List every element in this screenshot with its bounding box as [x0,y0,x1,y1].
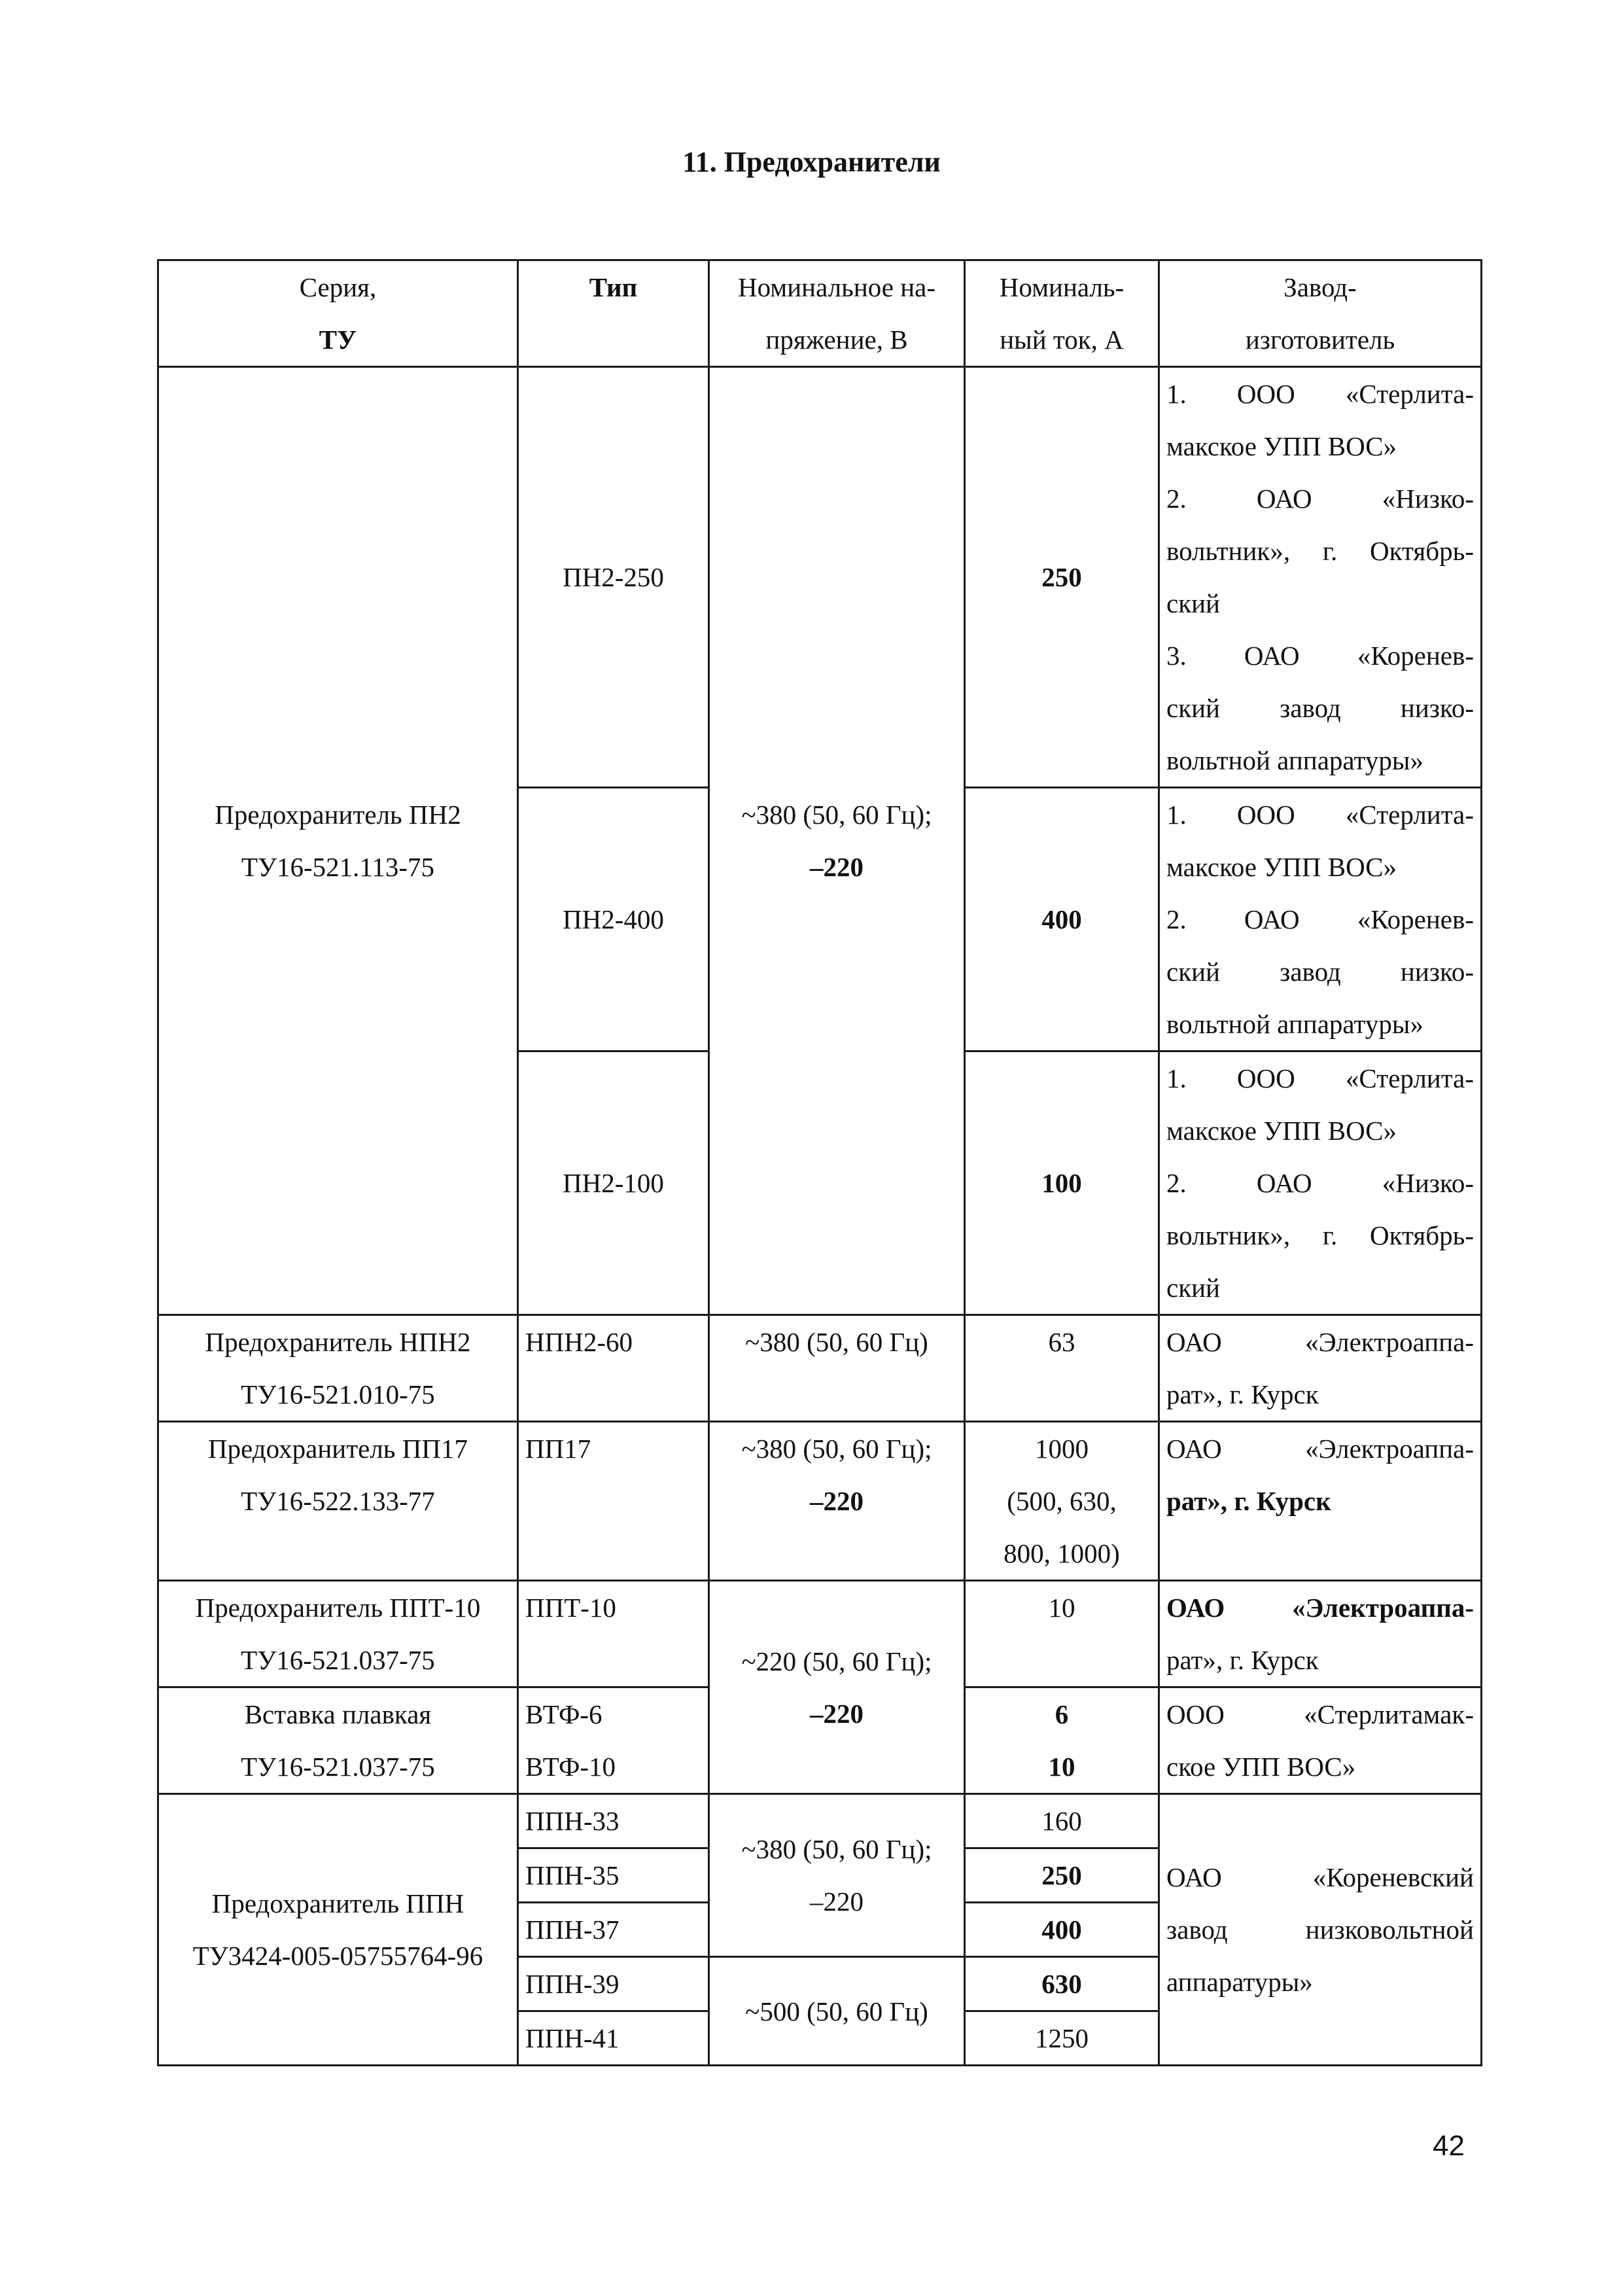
current-npn2: 63 [965,1315,1159,1422]
maker-pp17: ОАО «Электроаппа- рат», г. Курск [1159,1422,1482,1581]
current-ppn-37: 400 [965,1903,1159,1957]
series-pn2: Предохранитель ПН2 ТУ16-521.113-75 [158,367,518,1315]
type-pp17: ПП17 [518,1422,709,1581]
maker-pn2-250: 1. ООО «Стерлита- макское УПП ВОС» 2. ОАО «Низко- вольтник», г. Октябрь- ский 3. ОАО «Коренев- ский завод низко- вольтной аппаратуры» [1159,367,1482,788]
header-maker: Завод- изготовитель [1159,260,1482,367]
voltage-npn2: ~380 (50, 60 Гц) [709,1315,965,1422]
series-vtf: Вставка плавкая ТУ16-521.037-75 [158,1687,518,1794]
voltage-pn2: ~380 (50, 60 Гц); –220 [709,367,965,1315]
series-pp17: Предохранитель ПП17 ТУ16-522.133-77 [158,1422,518,1581]
series-ppn: Предохранитель ППН ТУ3424-005-05755764-96 [158,1794,518,2066]
table-row-pn2-250 [158,367,1482,788]
current-pn2-400: 400 [965,788,1159,1051]
fuses-table [157,259,1482,2066]
table-header-row [158,260,1482,367]
header-current: Номиналь- ный ток, А [965,260,1159,367]
current-vtf: 6 10 [965,1687,1159,1794]
table-row-npn2 [158,1315,1482,1422]
series-ppt10: Предохранитель ППТ-10 ТУ16-521.037-75 [158,1581,518,1687]
header-series: Серия, ТУ [158,260,518,367]
current-ppn-41: 1250 [965,2011,1159,2066]
table-row-pp17 [158,1422,1482,1581]
current-pn2-100: 100 [965,1051,1159,1315]
current-pn2-250: 250 [965,367,1159,788]
current-pp17: 1000 (500, 630, 800, 1000) [965,1422,1159,1581]
type-ppt10: ППТ-10 [518,1581,709,1687]
maker-pn2-400: 1. ООО «Стерлита- макское УПП ВОС» 2. ОАО «Коренев- ский завод низко- вольтной аппаратуры» [1159,788,1482,1051]
table-row-ppn-33 [158,1794,1482,1848]
header-type: Тип [518,260,709,367]
maker-vtf: ООО «Стерлитамак- ское УПП ВОС» [1159,1687,1482,1794]
maker-ppn: ОАО «Кореневский завод низковольтной аппаратуры» [1159,1794,1482,2066]
maker-npn2: ОАО «Электроаппа- рат», г. Курск [1159,1315,1482,1422]
voltage-ppn-b: ~500 (50, 60 Гц) [709,1957,965,2066]
current-ppn-39: 630 [965,1957,1159,2011]
page-title: 11. Предохранители [682,146,941,178]
voltage-pp17: ~380 (50, 60 Гц); –220 [709,1422,965,1581]
series-npn2: Предохранитель НПН2 ТУ16-521.010-75 [158,1315,518,1422]
type-pn2-400: ПН2-400 [518,788,709,1051]
type-ppn-37: ППН-37 [518,1903,709,1957]
type-pn2-250: ПН2-250 [518,367,709,788]
current-ppt10: 10 [965,1581,1159,1687]
maker-pn2-100: 1. ООО «Стерлита- макское УПП ВОС» 2. ОАО «Низко- вольтник», г. Октябрь- ский [1159,1051,1482,1315]
type-npn2: НПН2-60 [518,1315,709,1422]
type-ppn-41: ППН-41 [518,2011,709,2066]
type-pn2-100: ПН2-100 [518,1051,709,1315]
type-ppn-35: ППН-35 [518,1848,709,1903]
voltage-ppn-a: ~380 (50, 60 Гц); –220 [709,1794,965,1957]
type-vtf: ВТФ-6 ВТФ-10 [518,1687,709,1794]
type-ppn-39: ППН-39 [518,1957,709,2011]
page-number: 42 [1433,2130,1465,2162]
current-ppn-33: 160 [965,1794,1159,1848]
header-voltage: Номинальное на- пряжение, В [709,260,965,367]
maker-ppt10: ОАО «Электроаппа- рат», г. Курск [1159,1581,1482,1687]
voltage-ppt10-vtf: ~220 (50, 60 Гц); –220 [709,1581,965,1794]
current-ppn-35: 250 [965,1848,1159,1903]
table-row-ppt10 [158,1581,1482,1687]
type-ppn-33: ППН-33 [518,1794,709,1848]
